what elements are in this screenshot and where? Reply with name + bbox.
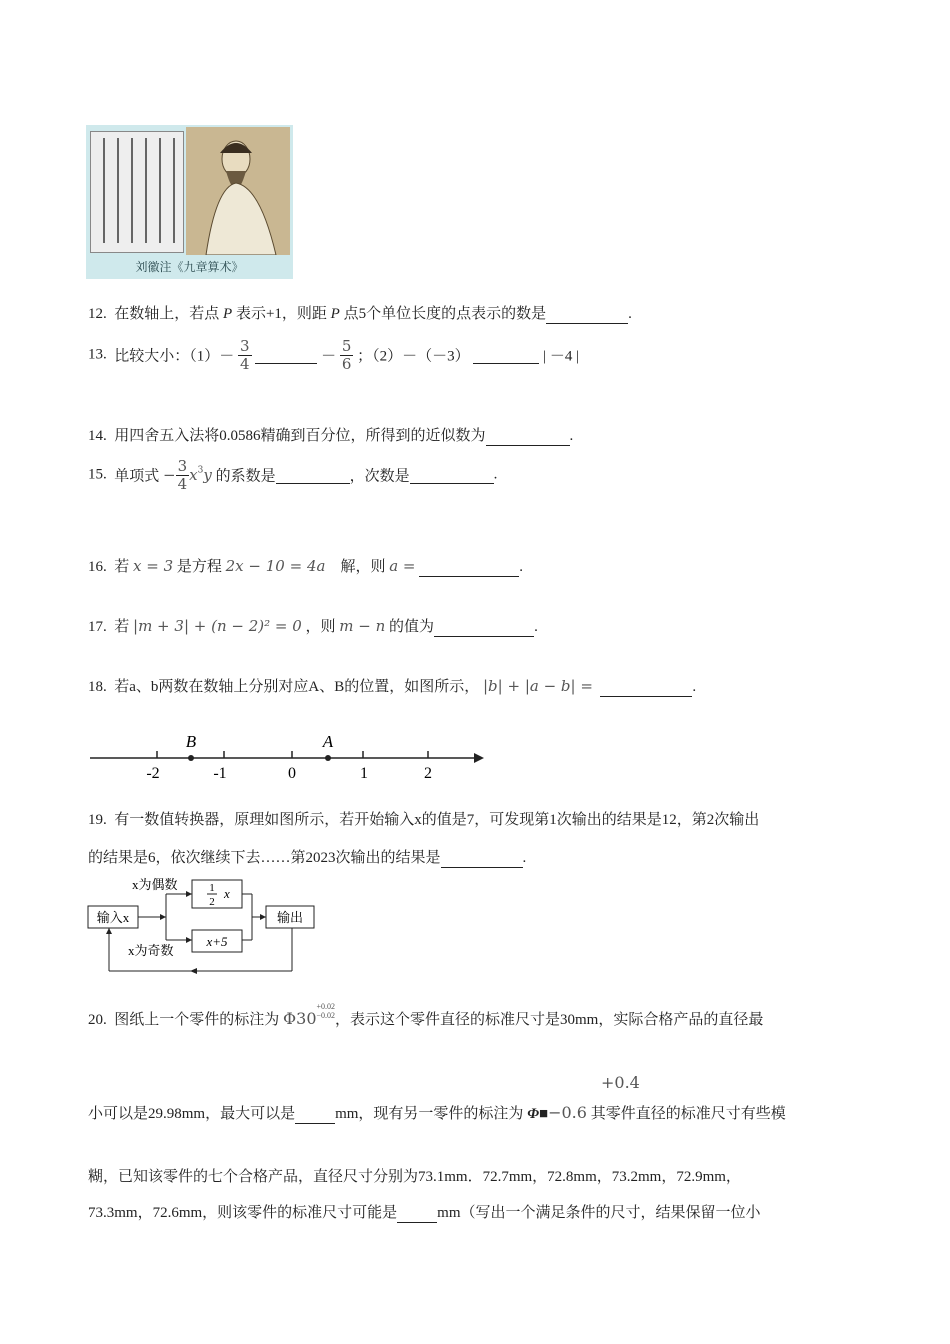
odd-label: x为奇数 [128, 943, 174, 958]
tick-label: 1 [360, 765, 368, 782]
answer-blank[interactable] [546, 306, 628, 324]
portrait-illustration [186, 127, 290, 255]
fraction-5-6: $\frac{5}{6}$ [341, 337, 352, 373]
fraction-3-4: $\frac{3}{4}$ [240, 337, 250, 373]
half-denominator: 2 [209, 896, 215, 908]
number-line [86, 728, 496, 784]
even-label: x为偶数 [132, 877, 178, 892]
point-b-label: B [185, 732, 197, 751]
tick-label: 2 [424, 765, 432, 782]
answer-blank[interactable] [255, 346, 317, 364]
answer-blank[interactable] [397, 1205, 437, 1223]
answer-blank[interactable] [295, 1106, 335, 1124]
question-20-line2: 小可以是29.98mm，最大可以是 mm，现有另一零件的标注为 Φ■−0.6 其零件直径的标准尺寸有些模 [88, 1103, 786, 1122]
answer-blank[interactable] [419, 559, 519, 577]
question-20-line4: 73.3mm，72.6mm，则该零件的标准尺寸可能是 mm（写出一个满足条件的尺寸，结果保留一位小 [88, 1205, 761, 1221]
half-variable: x [224, 886, 230, 901]
liu-hui-image [86, 125, 293, 279]
tolerance-upper: +0.4 [601, 1073, 640, 1092]
half-numerator: 1 [209, 882, 215, 894]
answer-blank[interactable] [441, 850, 523, 868]
question-17: 17. 若 |m + 3| + (n − 2)² = 0 ，则 m − n 的值为 . [88, 617, 538, 635]
tick-label: -1 [213, 765, 227, 782]
question-19: 19. 有一数值转换器，原理如图所示，若开始输入x的值是7，可发现第1次输出的结果是12，第2次输出 [88, 812, 760, 828]
point-b-dot [188, 755, 194, 761]
converter-flowchart [84, 872, 324, 978]
fraction-3-4: $\frac{3}{4}$ [177, 457, 188, 493]
answer-blank[interactable] [486, 428, 570, 446]
question-15: 15. 单项式 − $\frac{3}{4}$ $x^3y$ 的系数是 ，次数是 . [88, 457, 498, 493]
question-19-line2: 的结果是6，依次继续下去……第2023次输出的结果是 . [88, 850, 527, 866]
answer-blank[interactable] [600, 679, 692, 697]
tick-label: 0 [288, 765, 296, 782]
ancient-book-page [90, 131, 184, 253]
output-box-label: 输出 [276, 910, 304, 925]
answer-blank[interactable] [410, 466, 494, 484]
image-caption: 刘徽注《九章算术》 [135, 260, 244, 274]
tick-label: -2 [146, 765, 160, 782]
answer-blank[interactable] [434, 619, 534, 637]
question-18: 18. 若a、b两数在数轴上分别对应A、B的位置，如图所示， |b| + |a − b| = . [88, 677, 697, 695]
answer-blank[interactable] [276, 466, 350, 484]
question-14: 14. 用四舍五入法将0.0586精确到百分位，所得到的近似数为 . [88, 428, 574, 444]
answer-blank[interactable] [473, 346, 539, 364]
question-12: 12. 在数轴上，若点 P 表示+1，则距 P 点5个单位长度的点表示的数是 . [88, 306, 632, 322]
question-16: 16. 若 x = 3 是方程 2x − 10 = 4a 解，则 a = . [88, 557, 523, 575]
question-20-line3: 糊，已知该零件的七个合格产品，直径尺寸分别为73.1mm．72.7mm，72.8mm，73.2mm，72.9mm， [88, 1169, 741, 1185]
point-a-dot [325, 755, 331, 761]
plus5-box-label: x+5 [206, 934, 228, 949]
input-box-label: 输入x [96, 910, 130, 925]
question-13: 13. 比较大小：（1）－ $\frac{3}{4}$ － $\frac{5}{6}$ ；（2）－（－3） | －4 | [88, 337, 580, 373]
question-20: 20. 图纸上一个零件的标注为 Φ30 +0.02 −0.02 ，表示这个零件直径的标准尺寸是30mm，实际合格产品的直径最 [88, 1002, 764, 1028]
point-a-label: A [322, 732, 334, 751]
